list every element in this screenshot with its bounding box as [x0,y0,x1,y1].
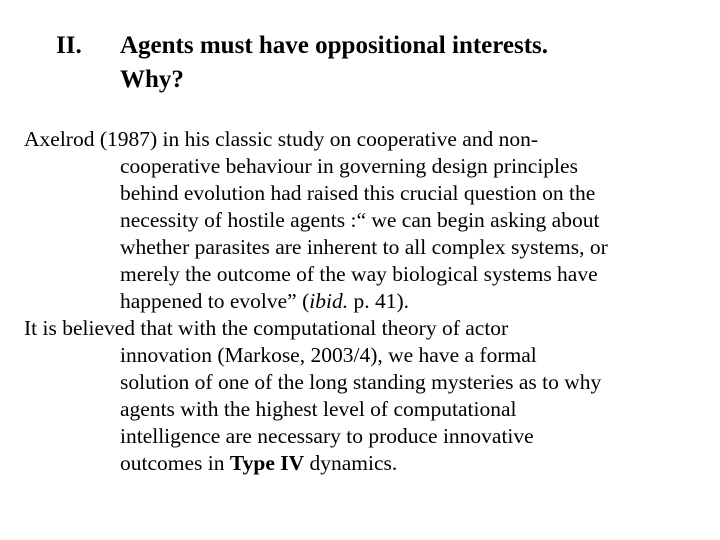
paragraph-2-line-5: intelligence are necessary to produce innovative [120,424,534,448]
paragraph-1-line-5: whether parasites are inherent to all complex systems, or [120,235,608,259]
paragraph-2-line-3: solution of one of the long standing mysteries as to why [120,370,602,394]
paragraph-2-line-2: innovation (Markose, 2003/4), we have a formal [120,343,537,367]
paragraph-1-line-6: merely the outcome of the way biological systems have [120,262,598,286]
paragraph-1-line-7 [120,288,409,315]
heading-line-2: Why? [120,66,184,93]
outcome-post: dynamics. [304,451,398,475]
citation-pre: happened to evolve” ( [120,289,310,313]
paragraph-2-line-6 [120,450,397,477]
paragraph-1-line-4: necessity of hostile agents :“ we can begin asking about [120,208,600,232]
paragraph-1-line-1: Axelrod (1987) in his classic study on cooperative and non- [24,127,539,151]
paragraph-2-line-1: It is believed that with the computational theory of actor [24,316,509,340]
outcome-pre: outcomes in [120,451,230,475]
paragraph-2-line-4: agents with the highest level of computational [120,397,517,421]
type-iv-emphasis: Type IV [229,451,305,475]
citation-ibid: ibid. [309,289,349,313]
heading-number: II. [56,32,82,59]
paragraph-1-line-2: cooperative behaviour in governing design principles [120,154,578,178]
paragraph-1-line-3: behind evolution had raised this crucial question on the [120,181,596,205]
citation-post: p. 41). [348,289,409,313]
heading-line-1: Agents must have oppositional interests. [120,32,549,59]
